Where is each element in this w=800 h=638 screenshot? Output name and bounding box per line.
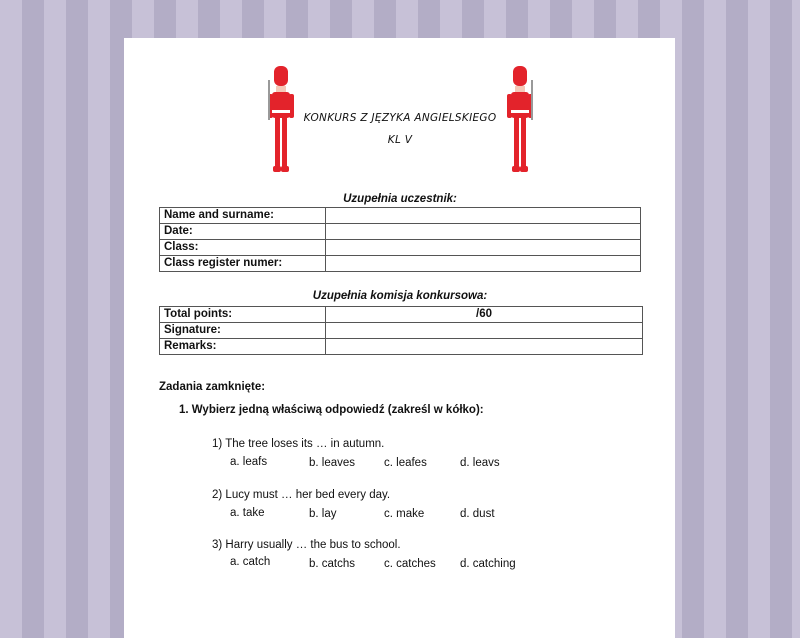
remarks-field[interactable] — [326, 339, 643, 355]
question-1-option-c[interactable]: c. leafes — [384, 457, 427, 469]
name-field[interactable] — [326, 208, 641, 224]
register-number-field[interactable] — [326, 256, 641, 272]
question-2-option-a[interactable]: a. take — [230, 507, 265, 519]
question-1-option-b[interactable]: b. leaves — [309, 457, 356, 469]
total-points-field[interactable]: /60 — [326, 307, 643, 323]
question-3-option-a[interactable]: a. catch — [230, 556, 271, 568]
question-3-option-c[interactable]: c. catches — [384, 558, 436, 570]
table-row — [160, 240, 641, 256]
remarks-label: Remarks: — [160, 339, 326, 355]
class-level: KL V — [387, 134, 413, 146]
contest-title: KONKURS Z JĘZYKA ANGIELSKIEGO — [303, 112, 497, 124]
committee-table — [159, 306, 643, 355]
question-2-option-c[interactable]: c. make — [384, 508, 425, 520]
name-label: Name and surname: — [160, 208, 326, 224]
question-1-option-a[interactable]: a. leafs — [230, 456, 268, 468]
question-3-option-d[interactable]: d. catching — [460, 558, 516, 570]
table-row — [160, 224, 641, 240]
register-number-label: Class register numer: — [160, 256, 326, 272]
royal-guard-illustration-right — [507, 66, 533, 176]
committee-section-caption: Uzupełnia komisja konkursowa: — [312, 290, 488, 302]
signature-label: Signature: — [160, 323, 326, 339]
question-3: 3) Harry usually … the bus to school. — [212, 539, 401, 551]
closed-tasks-heading: Zadania zamknięte: — [159, 381, 266, 393]
question-1-option-d[interactable]: d. leavs — [460, 457, 500, 469]
task-1-heading: 1. Wybierz jedną właściwą odpowiedź (zakreśl w kółko): — [179, 404, 484, 416]
table-row — [160, 256, 641, 272]
royal-guard-illustration-left — [268, 66, 294, 176]
student-info-table — [159, 207, 641, 272]
question-2-option-b[interactable]: b. lay — [309, 508, 337, 520]
signature-field[interactable] — [326, 323, 643, 339]
class-label: Class: — [160, 240, 326, 256]
class-field[interactable] — [326, 240, 641, 256]
table-row — [160, 307, 643, 323]
student-section-caption: Uzupełnia uczestnik: — [343, 193, 457, 205]
date-label: Date: — [160, 224, 326, 240]
worksheet-page — [124, 38, 675, 638]
question-2: 2) Lucy must … her bed every day. — [212, 489, 391, 501]
date-field[interactable] — [326, 224, 641, 240]
table-row — [160, 208, 641, 224]
table-row — [160, 339, 643, 355]
question-2-option-d[interactable]: d. dust — [460, 508, 495, 520]
table-row — [160, 323, 643, 339]
question-3-option-b[interactable]: b. catchs — [309, 558, 356, 570]
question-1: 1) The tree loses its … in autumn. — [212, 438, 385, 450]
total-points-label: Total points: — [160, 307, 326, 323]
